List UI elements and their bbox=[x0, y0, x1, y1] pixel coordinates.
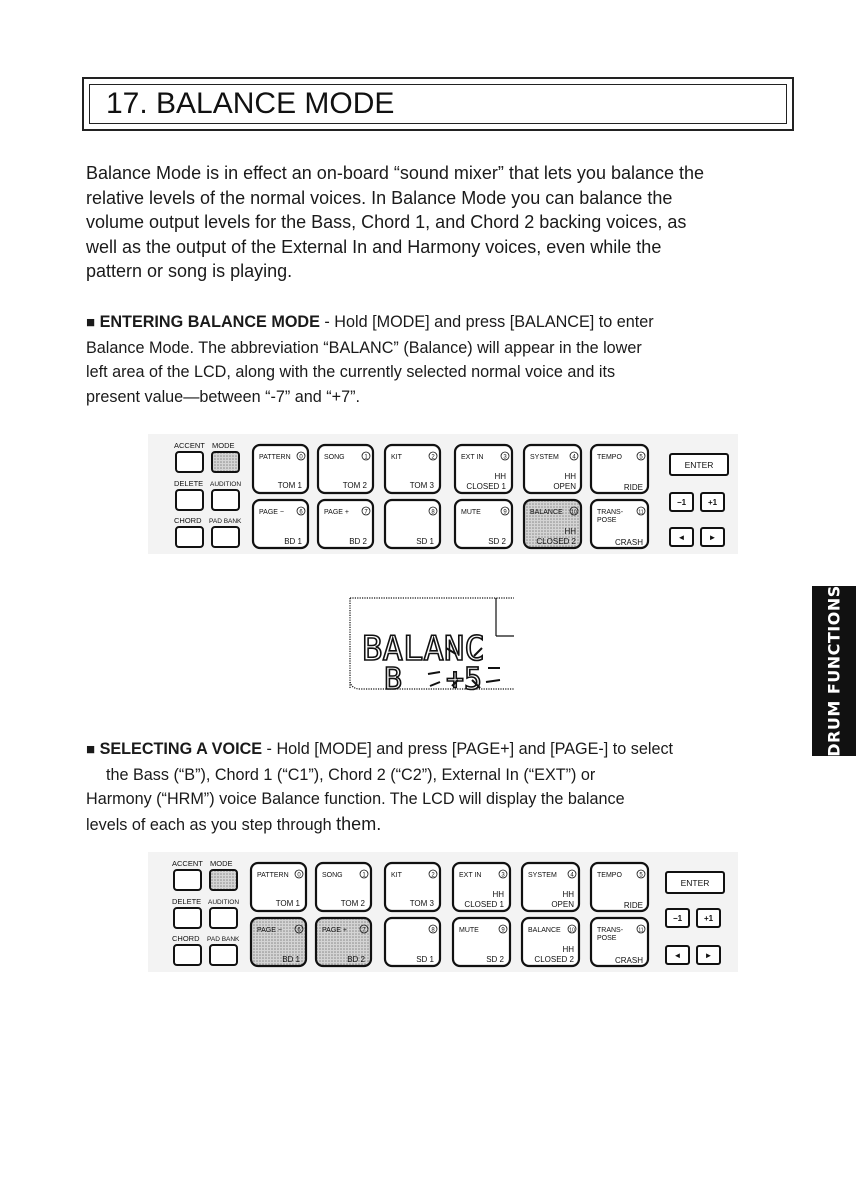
pad-sound: TOM 1 bbox=[275, 899, 300, 908]
pad-mute[interactable] bbox=[453, 918, 510, 966]
minus-one-label: −1 bbox=[676, 498, 687, 507]
pad-balance[interactable] bbox=[522, 918, 579, 966]
pad-kit[interactable] bbox=[385, 445, 440, 493]
pad-sound-top: HH bbox=[562, 890, 574, 899]
pad-sound-top: HH bbox=[494, 472, 506, 481]
pad-number: 7 bbox=[362, 927, 366, 934]
pad-tempo[interactable] bbox=[591, 445, 648, 493]
intro-paragraph bbox=[86, 161, 786, 284]
pad-song[interactable] bbox=[318, 445, 373, 493]
pad-page-minus[interactable] bbox=[253, 500, 308, 548]
pad-number: 6 bbox=[297, 927, 301, 934]
pad-label: PAGE − bbox=[259, 509, 284, 516]
pad-number: 9 bbox=[503, 509, 507, 516]
section-text-last-word: them. bbox=[336, 813, 382, 834]
section-text-line: present value—between “-7” and “+7”. bbox=[86, 387, 360, 406]
pad-sound-top: HH bbox=[564, 472, 576, 481]
pad-number: 11 bbox=[638, 927, 644, 934]
chord-button[interactable] bbox=[176, 527, 203, 547]
pad-sound: RIDE bbox=[623, 483, 643, 492]
label-delete: DELETE bbox=[174, 479, 204, 488]
plus-one-label: +1 bbox=[703, 914, 714, 923]
pad-kit[interactable] bbox=[385, 863, 440, 911]
pad-page-plus[interactable] bbox=[318, 500, 373, 548]
section-heading-line bbox=[86, 737, 776, 763]
delete-button[interactable] bbox=[174, 908, 201, 928]
pad-sound: CLOSED 1 bbox=[464, 900, 504, 909]
pad-label: KIT bbox=[391, 454, 402, 461]
audition-button[interactable] bbox=[212, 490, 239, 510]
pad-number: 2 bbox=[431, 872, 435, 879]
pad-number: 4 bbox=[572, 454, 576, 461]
pad-sound-top: HH bbox=[562, 945, 574, 954]
pad-label: MUTE bbox=[459, 927, 479, 934]
intro-line: well as the output of the External In and Harmony voices, even while the bbox=[86, 236, 662, 257]
enter-label: ENTER bbox=[684, 460, 714, 470]
accent-button[interactable] bbox=[176, 452, 203, 472]
intro-line: volume output levels for the Bass, Chord 1, and Chord 2 backing voices, as bbox=[86, 212, 687, 232]
pad-label: PAGE − bbox=[257, 927, 282, 934]
pad-ext-in[interactable] bbox=[455, 445, 512, 493]
pad-sound: TOM 2 bbox=[340, 899, 365, 908]
pad-sound: CLOSED 2 bbox=[534, 955, 574, 964]
pad-bank-button[interactable] bbox=[210, 945, 237, 965]
pad-system[interactable] bbox=[524, 445, 581, 493]
pad-ext-in[interactable] bbox=[453, 863, 510, 911]
pad-sound: TOM 2 bbox=[342, 481, 367, 490]
lcd-voice: B bbox=[384, 662, 403, 692]
bullet-square: ■ bbox=[86, 741, 96, 758]
pad-sound: SD 2 bbox=[488, 537, 506, 546]
pad-sound: BD 2 bbox=[349, 537, 367, 546]
pad-system[interactable] bbox=[522, 863, 579, 911]
section-text: - Hold [MODE] and press [PAGE+] and [PAGE-] to select bbox=[262, 740, 674, 758]
label-audition: AUDITION bbox=[208, 899, 240, 906]
pad-sound: SD 1 bbox=[416, 537, 434, 546]
control-panel-svg bbox=[148, 434, 738, 554]
pad-number: 11 bbox=[638, 509, 644, 516]
section-text-line: Balance Mode. The abbreviation “BALANC” (Balance) will appear in the lower bbox=[86, 338, 642, 357]
section-heading: ENTERING BALANCE MODE bbox=[99, 313, 320, 331]
pad-pattern[interactable] bbox=[253, 445, 308, 493]
pad-label: PATTERN bbox=[259, 454, 291, 461]
control-panel-svg bbox=[148, 852, 738, 972]
pad-sound: BD 1 bbox=[282, 955, 300, 964]
pad-label: TRANS- bbox=[597, 509, 624, 516]
section-text: levels of each as you step through bbox=[86, 815, 337, 834]
pad-number: 8 bbox=[431, 927, 435, 934]
pad-sound-top: HH bbox=[492, 890, 504, 899]
enter-label: ENTER bbox=[680, 878, 710, 888]
section-selecting-a-voice bbox=[86, 737, 776, 837]
enter-button[interactable] bbox=[670, 454, 728, 475]
left-arrow-icon: ◄ bbox=[677, 533, 686, 542]
pad-sound: BD 1 bbox=[284, 537, 302, 546]
section-text-line: Harmony (“HRM”) voice Balance function. The LCD will display the balance bbox=[86, 790, 625, 808]
pad-label: EXT IN bbox=[461, 454, 484, 461]
title-box bbox=[82, 77, 794, 131]
chord-button[interactable] bbox=[174, 945, 201, 965]
pad-sound: TOM 3 bbox=[409, 481, 434, 490]
right-arrow-button[interactable] bbox=[701, 528, 724, 546]
section-text-line bbox=[86, 812, 776, 838]
label-chord: CHORD bbox=[174, 516, 202, 525]
audition-button[interactable] bbox=[210, 908, 237, 928]
right-arrow-icon: ► bbox=[708, 533, 717, 542]
pad-page-plus[interactable] bbox=[316, 918, 371, 966]
left-arrow-button[interactable] bbox=[666, 946, 689, 964]
pad-sound: RIDE bbox=[623, 901, 643, 910]
pad-label-2: POSE bbox=[597, 517, 617, 524]
control-panel-page bbox=[148, 852, 738, 972]
pad-page-minus[interactable] bbox=[251, 918, 306, 966]
label-audition: AUDITION bbox=[210, 481, 242, 488]
pad-number: 5 bbox=[639, 454, 643, 461]
pad-label: SONG bbox=[322, 872, 343, 879]
pad-tempo[interactable] bbox=[591, 863, 648, 911]
pad-sound: BD 2 bbox=[347, 955, 365, 964]
pad-8[interactable] bbox=[385, 500, 440, 548]
plus-one-button[interactable] bbox=[697, 909, 720, 927]
pad-number: 1 bbox=[364, 454, 368, 461]
pad-number: 3 bbox=[503, 454, 507, 461]
pad-sound: OPEN bbox=[553, 482, 576, 491]
pad-label: TRANS- bbox=[597, 927, 624, 934]
pad-sound: OPEN bbox=[551, 900, 574, 909]
pad-number: 2 bbox=[431, 454, 435, 461]
left-arrow-button[interactable] bbox=[670, 528, 693, 546]
label-mode: MODE bbox=[210, 859, 233, 868]
enter-button[interactable] bbox=[666, 872, 724, 893]
pad-label: SYSTEM bbox=[528, 872, 557, 879]
intro-line: pattern or song is playing. bbox=[86, 261, 293, 281]
pad-song[interactable] bbox=[316, 863, 371, 911]
pad-number: 8 bbox=[431, 509, 435, 516]
pad-label: SYSTEM bbox=[530, 454, 559, 461]
bullet-square: ■ bbox=[86, 314, 96, 331]
lcd-display bbox=[348, 596, 518, 692]
label-pad-bank: PAD BANK bbox=[207, 936, 240, 943]
section-heading-line bbox=[86, 310, 776, 336]
pad-mute[interactable] bbox=[455, 500, 512, 548]
side-tab bbox=[812, 586, 856, 756]
pad-balance[interactable] bbox=[524, 500, 581, 548]
pad-sound: SD 2 bbox=[486, 955, 504, 964]
page-title: 17. BALANCE MODE bbox=[106, 87, 395, 120]
label-delete: DELETE bbox=[172, 897, 202, 906]
lcd-line1: BALANC bbox=[362, 629, 485, 669]
label-pad-bank: PAD BANK bbox=[209, 518, 242, 525]
pad-label-2: POSE bbox=[597, 935, 617, 942]
pad-label: TEMPO bbox=[597, 872, 622, 879]
control-panel-balance bbox=[148, 434, 738, 554]
pad-number: 0 bbox=[297, 872, 301, 879]
intro-line: Balance Mode is in effect an on-board “sound mixer” that lets you balance the bbox=[86, 163, 705, 183]
pad-label: PATTERN bbox=[257, 872, 289, 879]
pad-label: SONG bbox=[324, 454, 345, 461]
mode-button[interactable] bbox=[210, 870, 237, 890]
minus-one-button[interactable] bbox=[666, 909, 689, 927]
pad-label: TEMPO bbox=[597, 454, 622, 461]
pad-label: KIT bbox=[391, 872, 402, 879]
pad-number: 4 bbox=[570, 872, 574, 879]
accent-button[interactable] bbox=[174, 870, 201, 890]
right-arrow-button[interactable] bbox=[697, 946, 720, 964]
pad-number: 10 bbox=[569, 927, 575, 934]
section-text: - Hold [MODE] and press [BALANCE] to enter bbox=[319, 313, 654, 331]
pad-number: 5 bbox=[639, 872, 643, 879]
plus-one-button[interactable] bbox=[701, 493, 724, 511]
pad-pattern[interactable] bbox=[251, 863, 306, 911]
intro-line: relative levels of the normal voices. In Balance Mode you can balance the bbox=[86, 187, 673, 208]
pad-sound: CRASH bbox=[614, 538, 643, 547]
minus-one-button[interactable] bbox=[670, 493, 693, 511]
pad-number: 0 bbox=[299, 454, 303, 461]
section-heading: SELECTING A VOICE bbox=[99, 740, 263, 758]
pad-sound: CRASH bbox=[614, 956, 643, 965]
pad-transpose[interactable] bbox=[591, 500, 648, 548]
pad-sound-top: HH bbox=[564, 527, 576, 536]
delete-button[interactable] bbox=[176, 490, 203, 510]
pad-label: BALANCE bbox=[530, 509, 563, 516]
pad-number: 7 bbox=[364, 509, 368, 516]
pad-sound: TOM 1 bbox=[277, 481, 302, 490]
pad-sound: CLOSED 1 bbox=[466, 482, 506, 491]
pad-number: 10 bbox=[571, 509, 577, 516]
right-arrow-icon: ► bbox=[704, 951, 713, 960]
side-tab-label: DRUM FUNCTIONS bbox=[824, 585, 844, 757]
plus-one-label: +1 bbox=[707, 498, 718, 507]
label-accent: ACCENT bbox=[172, 859, 203, 868]
lcd-value: +5 bbox=[446, 662, 483, 692]
pad-bank-button[interactable] bbox=[212, 527, 239, 547]
label-accent: ACCENT bbox=[174, 441, 205, 450]
label-mode: MODE bbox=[212, 441, 235, 450]
lcd-svg bbox=[348, 596, 518, 692]
pad-transpose[interactable] bbox=[591, 918, 648, 966]
pad-sound: TOM 3 bbox=[409, 899, 434, 908]
label-chord: CHORD bbox=[172, 934, 200, 943]
pad-label: PAGE + bbox=[324, 509, 349, 516]
pad-label: BALANCE bbox=[528, 927, 561, 934]
pad-label: EXT IN bbox=[459, 872, 482, 879]
section-entering-balance-mode bbox=[86, 310, 776, 409]
left-arrow-icon: ◄ bbox=[673, 951, 682, 960]
pad-label: MUTE bbox=[461, 509, 481, 516]
section-text-line: left area of the LCD, along with the currently selected normal voice and its bbox=[86, 363, 616, 381]
pad-number: 1 bbox=[362, 872, 366, 879]
minus-one-label: −1 bbox=[672, 914, 683, 923]
pad-sound: SD 1 bbox=[416, 955, 434, 964]
pad-number: 9 bbox=[501, 927, 505, 934]
pad-number: 3 bbox=[501, 872, 505, 879]
mode-button[interactable] bbox=[212, 452, 239, 472]
pad-number: 6 bbox=[299, 509, 303, 516]
pad-sound: CLOSED 2 bbox=[536, 537, 576, 546]
pad-label: PAGE + bbox=[322, 927, 347, 934]
pad-8[interactable] bbox=[385, 918, 440, 966]
section-text-line: the Bass (“B”), Chord 1 (“C1”), Chord 2 (“C2”), External In (“EXT”) or bbox=[106, 765, 596, 784]
